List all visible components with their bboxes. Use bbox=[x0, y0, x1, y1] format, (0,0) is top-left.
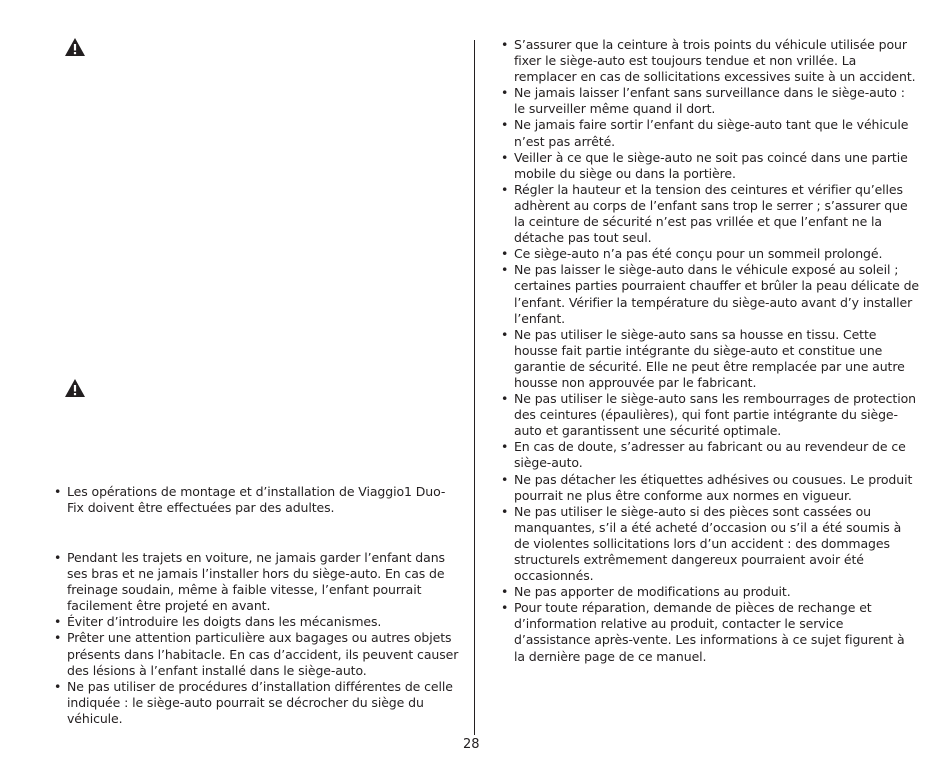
bullet-item bbox=[501, 150, 919, 182]
bullet-dot-icon: • bbox=[501, 117, 509, 133]
bullet-dot-icon: • bbox=[54, 614, 62, 630]
bullet-text: Pour toute réparation, demande de pièces de rechange et d’information relative au produit, contacter le service d’assistance après-vente. Les informations à ce sujet figurent à la dernière page de ce manuel. bbox=[514, 600, 905, 664]
bullet-item bbox=[54, 630, 464, 678]
bullet-item bbox=[54, 679, 464, 727]
bullet-dot-icon: • bbox=[501, 503, 509, 519]
bullet-item bbox=[501, 117, 919, 149]
bullet-item bbox=[54, 614, 464, 630]
page-number: 28 bbox=[463, 737, 480, 752]
bullet-text: Éviter d’introduire les doigts dans les mécanismes. bbox=[67, 614, 382, 630]
bullet-text: Ne pas utiliser le siège-auto si des pièces sont cassées ou manquantes, s’il a été acheté d’occasion ou s’il a été soumis à de violentes sollicitations lors d’un accident : des dommages structurels extrêmement dangereux pourraient avoir été occasionnés. bbox=[514, 503, 902, 584]
bullet-item bbox=[501, 584, 919, 600]
bullet-item bbox=[501, 85, 919, 117]
warning-triangle-icon bbox=[65, 379, 85, 397]
bullet-text: Régler la hauteur et la tension des ceintures et vérifier qu’elles adhèrent au corps de l’enfant sans trop le serrer ; s’assurer que la ceinture de sécurité n’est pas vrillée et que l’enfant ne la détache pas tout seul. bbox=[514, 181, 908, 246]
bullet-text: Ne pas apporter de modifications au produit. bbox=[514, 584, 791, 600]
left-warnings-list bbox=[54, 550, 464, 727]
bullet-dot-icon: • bbox=[501, 37, 509, 52]
bullet-text: Ne pas laisser le siège-auto dans le véhicule exposé au soleil ; certaines parties pourraient chauffer et brûler la peau délicate de l’enfant. Vérifier la température du siège-auto avant d’y installer l’enfant. bbox=[514, 262, 920, 326]
bullet-dot-icon: • bbox=[501, 439, 509, 455]
bullet-text: S’assurer que la ceinture à trois points du véhicule utilisée pour fixer le siège-auto est toujours tendue et non vrillée. La remplacer en cas de sollicitations excessives suite à un accident. bbox=[514, 37, 916, 85]
bullet-dot-icon: • bbox=[501, 181, 509, 197]
bullet-item bbox=[54, 484, 459, 516]
bullet-item bbox=[501, 472, 919, 504]
bullet-item bbox=[501, 504, 919, 584]
bullet-dot-icon: • bbox=[501, 246, 509, 262]
bullet-item bbox=[501, 391, 919, 439]
bullet-dot-icon: • bbox=[501, 600, 509, 616]
bullet-item bbox=[501, 327, 919, 391]
bullet-dot-icon: • bbox=[501, 471, 509, 487]
bullet-text: Ne pas utiliser le siège-auto sans les rembourrages de protection des ceintures (épaulières), qui font partie intégrante du siège-auto et garantissent une sécurité optimale. bbox=[514, 391, 916, 439]
bullet-text: En cas de doute, s’adresser au fabricant ou au revendeur de ce siège-auto. bbox=[514, 439, 906, 471]
bullet-dot-icon: • bbox=[501, 584, 509, 600]
left-instructions-list bbox=[54, 484, 459, 516]
bullet-text: Les opérations de montage et d’installation de Viaggio1 Duo-Fix doivent être effectuées par des adultes. bbox=[67, 484, 446, 516]
bullet-dot-icon: • bbox=[54, 678, 62, 694]
bullet-item bbox=[501, 600, 919, 664]
bullet-dot-icon: • bbox=[501, 391, 509, 407]
bullet-dot-icon: • bbox=[501, 85, 509, 101]
bullet-text: Ne pas utiliser de procédures d’installation différentes de celle indiquée : le siège-auto pourrait se décrocher du siège du véhicule. bbox=[67, 678, 453, 726]
bullet-dot-icon: • bbox=[54, 630, 62, 646]
bullet-item bbox=[501, 37, 919, 85]
bullet-text: Ne pas détacher les étiquettes adhésives ou cousues. Le produit pourrait ne plus être conforme aux normes en vigueur. bbox=[514, 471, 913, 503]
bullet-dot-icon: • bbox=[54, 484, 62, 499]
bullet-text: Ce siège-auto n’a pas été conçu pour un sommeil prolongé. bbox=[514, 246, 883, 262]
bullet-item bbox=[501, 262, 919, 326]
column-divider bbox=[474, 40, 475, 735]
bullet-text: Ne jamais faire sortir l’enfant du siège-auto tant que le véhicule n’est pas arrêté. bbox=[514, 117, 909, 149]
bullet-text: Ne jamais laisser l’enfant sans surveillance dans le siège-auto : le surveiller même quand il dort. bbox=[514, 85, 905, 117]
bullet-item bbox=[54, 550, 464, 614]
bullet-item bbox=[501, 439, 919, 471]
bullet-text: Pendant les trajets en voiture, ne jamais garder l’enfant dans ses bras et ne jamais l’installer hors du siège-auto. En cas de freinage soudain, même à faible vitesse, l’enfant pourrait facilement être projeté en avant. bbox=[67, 550, 445, 614]
bullet-dot-icon: • bbox=[501, 262, 509, 278]
bullet-item bbox=[501, 246, 919, 262]
right-warnings-list bbox=[501, 37, 919, 665]
bullet-item bbox=[501, 182, 919, 246]
bullet-text: Veiller à ce que le siège-auto ne soit pas coincé dans une partie mobile du siège ou dans la portière. bbox=[514, 149, 908, 181]
bullet-dot-icon: • bbox=[501, 326, 509, 342]
bullet-dot-icon: • bbox=[54, 550, 62, 565]
warning-triangle-icon bbox=[65, 38, 85, 56]
bullet-text: Ne pas utiliser le siège-auto sans sa housse en tissu. Cette housse fait partie intégrante du siège-auto et constitue une garantie de sécurité. Elle ne peut être remplacée par une autre housse non approuvée par le fabricant. bbox=[514, 326, 905, 390]
bullet-dot-icon: • bbox=[501, 149, 509, 165]
bullet-text: Prêter une attention particulière aux bagages ou autres objets présents dans l’habitacle. En cas d’accident, ils peuvent causer des lésions à l’enfant installé dans le siège-auto. bbox=[67, 630, 459, 678]
